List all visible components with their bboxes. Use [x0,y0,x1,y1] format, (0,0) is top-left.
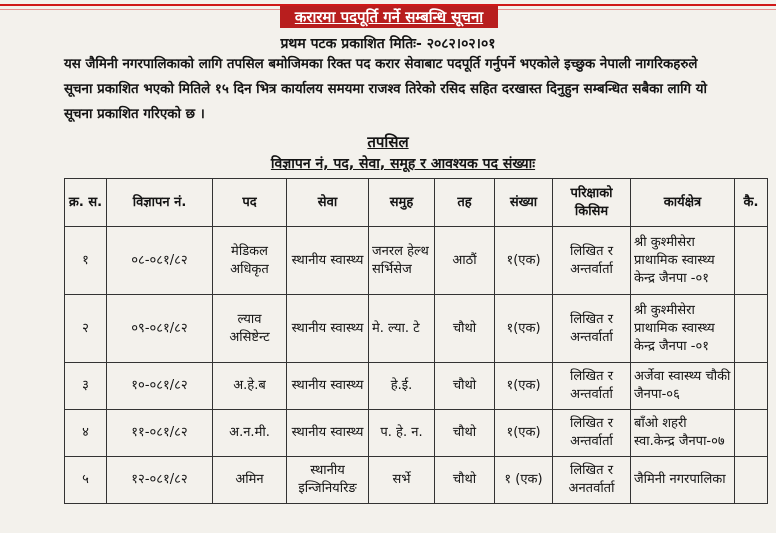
cell-remarks [735,295,768,363]
cell-count: १(एक) [495,410,553,457]
table-heading: विज्ञापन नं, पद, सेवा, समूह र आवश्यक पद संख्याः [270,156,536,172]
cell-level: चौथो [435,457,495,504]
cell-sn: २ [65,295,107,363]
table-header-row [65,179,768,227]
cell-ad-no: १२-०८१/८२ [107,457,213,504]
notice-body: यस जैमिनी नगरपालिकाको लागि तपसिल बमोजिमका रिक्त पद करार सेवाबाट पदपूर्ति गर्नुपर्ने भएकोले इच्छुक नेपाली नागरिकहरुले सूचना प्रकाशित भएको मितिले १५ दिन भित्र कार्यालय समयमा राजश्व तिरेको रसिद सहित दरखास्त दिनुहुन सम्बन्धित सबैका लागि यो सूचना प्रकाशित गरिएको छ । [64,57,707,122]
cell-exam: लिखित र अन्तर्वार्ता [553,410,631,457]
cell-level: चौथो [435,410,495,457]
cell-count: १ (एक) [495,457,553,504]
header-exam: परिक्षाको किसिम [553,179,631,227]
cell-ad-no: ११-०८१/८२ [107,410,213,457]
cell-group: मे. ल्या. टे [369,295,435,363]
cell-count: १(एक) [495,295,553,363]
cell-count: १(एक) [495,227,553,295]
cell-level: चौथो [435,295,495,363]
cell-sn: ५ [65,457,107,504]
published-date: प्रथम पटक प्रकाशित मितिः- २०८२।०२।०१ [280,36,496,52]
cell-exam: लिखित र अनतर्वार्ता [553,457,631,504]
cell-group: प. हे. न. [369,410,435,457]
header-group: समुह [369,179,435,227]
cell-workplace: श्री कुश्मीसेरा प्राथामिक स्वास्थ्य केन्द्र जैनपा -०१ [631,227,735,295]
cell-remarks [735,363,768,410]
header-ad-no: विज्ञापन नं. [107,179,213,227]
cell-sn: ३ [65,363,107,410]
header-post: पद [213,179,287,227]
notice-title: करारमा पदपूर्ति गर्ने सम्बन्धि सूचना [280,6,498,28]
cell-workplace: बाँओ शहरी स्वा.केन्द्र जैनपा-०७ [631,410,735,457]
table-row [65,227,768,295]
cell-sn: ४ [65,410,107,457]
cell-post: अ.न.मी. [213,410,287,457]
header-service: सेवा [287,179,369,227]
cell-post: अमिन [213,457,287,504]
cell-exam: लिखित र अन्तर्वार्ता [553,363,631,410]
cell-service: स्थानीय इन्जिनियरिङ [287,457,369,504]
cell-workplace: श्री कुश्मीसेरा प्राथामिक स्वास्थ्य केन्द्र जैनपा -०१ [631,295,735,363]
cell-service: स्थानीय स्वास्थ्य [287,410,369,457]
cell-exam: लिखित र अन्तर्वार्ता [553,227,631,295]
cell-level: चौथो [435,363,495,410]
cell-level: आठौं [435,227,495,295]
table-row [65,410,768,457]
cell-post: मेडिकल अधिकृत [213,227,287,295]
cell-workplace: जैमिनी नगरपालिका [631,457,735,504]
cell-ad-no: ०८-०८१/८२ [107,227,213,295]
cell-group: हे.ई. [369,363,435,410]
cell-remarks [735,457,768,504]
cell-service: स्थानीय स्वास्थ्य [287,363,369,410]
header-workplace: कार्यक्षेत्र [631,179,735,227]
cell-sn: १ [65,227,107,295]
header-remarks: कै. [735,179,768,227]
cell-ad-no: १०-०८१/८२ [107,363,213,410]
cell-group: जनरल हेल्थ सर्भिसेज [369,227,435,295]
cell-ad-no: ०९-०८१/८२ [107,295,213,363]
header-count: संख्या [495,179,553,227]
cell-service: स्थानीय स्वास्थ्य [287,227,369,295]
header-level: तह [435,179,495,227]
cell-exam: लिखित र अन्तर्वार्ता [553,295,631,363]
table-row [65,457,768,504]
cell-remarks [735,410,768,457]
cell-count: १(एक) [495,363,553,410]
schedule-heading: तपसिल [367,133,409,151]
table-row [65,295,768,363]
cell-post: ल्याव असिष्टेन्ट [213,295,287,363]
table-row [65,363,768,410]
cell-remarks [735,227,768,295]
cell-post: अ.हे.ब [213,363,287,410]
vacancy-table [64,178,768,504]
header-sn: क्र. स. [65,179,107,227]
cell-workplace: अर्जेवा स्वास्थ्य चौकी जैनपा-०६ [631,363,735,410]
cell-service: स्थानीय स्वास्थ्य [287,295,369,363]
cell-group: सर्भे [369,457,435,504]
